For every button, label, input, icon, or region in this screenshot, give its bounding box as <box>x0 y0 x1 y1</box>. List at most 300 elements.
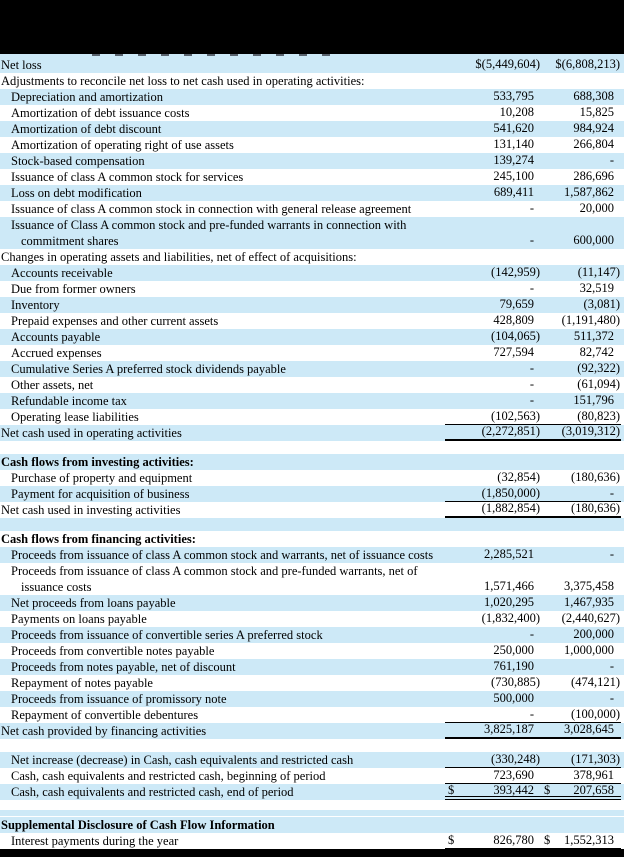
value-text: (32,854) <box>497 470 540 484</box>
value-cell-col2 <box>541 611 621 627</box>
value-cell-col2 <box>541 643 621 659</box>
section-header-label <box>0 531 445 547</box>
row-label-line1: Proceeds from convertible notes payable <box>11 644 215 658</box>
value-text: 20,000 <box>579 201 614 215</box>
value-text: (142,959) <box>491 265 540 279</box>
row-label-line1: Net cash used in operating activities <box>1 426 182 440</box>
value-text: 1,467,935 <box>564 595 614 609</box>
row-label-line1: Adjustments to reconcile net loss to net cash used in operating activities: <box>1 74 365 88</box>
value-cell-col2 <box>541 281 621 297</box>
value-cell-col1 <box>445 137 541 153</box>
row-label-line1: Net cash provided by financing activities <box>1 724 207 738</box>
table-row <box>0 768 624 784</box>
row-label <box>0 611 445 627</box>
spacer-row <box>0 518 624 531</box>
value-cell-col1 <box>445 345 541 361</box>
value-cell-col1 <box>445 784 541 800</box>
value-cell-col1 <box>445 675 541 691</box>
value-cell-col2 <box>541 329 621 345</box>
table-row <box>0 723 624 739</box>
value-cell-col1 <box>445 153 541 169</box>
value-text: 533,795 <box>493 89 534 103</box>
value-text: - <box>609 691 614 705</box>
value-cell-col1 <box>445 579 541 595</box>
value-text: (330,248) <box>491 752 540 766</box>
row-label-line1: Cash, cash equivalents and restricted cash, end of period <box>11 785 294 799</box>
row-label-line2: commitment shares <box>21 234 119 248</box>
value-text: 727,594 <box>493 345 534 359</box>
table-row <box>0 627 624 643</box>
row-label <box>0 425 445 441</box>
row-label <box>0 249 445 265</box>
value-text: (104,065) <box>491 329 540 343</box>
value-text: 250,000 <box>493 643 534 657</box>
value-cell-col1 <box>445 249 541 265</box>
value-cell-col1 <box>445 502 541 518</box>
row-label <box>0 265 445 281</box>
value-text: 1,020,295 <box>484 595 534 609</box>
value-cell-col2 <box>541 579 621 595</box>
row-label-line1: Prepaid expenses and other current assets <box>11 314 219 328</box>
table-row <box>0 121 624 137</box>
value-cell-col2 <box>541 768 621 784</box>
row-label-line1: Payments on loans payable <box>11 612 147 626</box>
value-text: 286,696 <box>573 169 614 183</box>
value-text: - <box>529 233 534 247</box>
value-text: 79,659 <box>499 297 534 311</box>
value-cell-col1 <box>445 233 541 249</box>
row-label-line1: Refundable income tax <box>11 394 127 408</box>
row-label-line1: Other assets, net <box>11 378 94 392</box>
value-cell-col1 <box>445 768 541 784</box>
value-text: 2,285,521 <box>484 547 534 561</box>
row-label <box>0 723 445 739</box>
value-cell-col1 <box>445 643 541 659</box>
clipped-row-sliver <box>0 54 624 57</box>
row-label-line1: Proceeds from issuance of promissory note <box>11 692 227 706</box>
value-cell-col2 <box>541 153 621 169</box>
table-row <box>0 201 624 217</box>
value-text: (180,636) <box>571 501 620 515</box>
currency-symbol: $ <box>544 833 551 847</box>
value-cell-col2 <box>541 531 621 547</box>
table-row <box>0 377 624 393</box>
row-label <box>0 121 445 137</box>
row-label <box>0 595 445 611</box>
value-cell-col2 <box>541 89 621 105</box>
row-label <box>0 502 445 518</box>
value-cell-col1 <box>445 105 541 121</box>
value-cell-col2 <box>541 833 621 849</box>
table-row <box>0 611 624 627</box>
row-label <box>0 201 445 217</box>
table-row <box>0 531 624 547</box>
value-cell-col1 <box>445 89 541 105</box>
value-text: (80,823) <box>577 409 620 423</box>
value-cell-col1 <box>445 659 541 675</box>
row-label <box>0 89 445 105</box>
value-text: 131,140 <box>493 137 534 151</box>
spacer-row <box>0 441 624 454</box>
row-label-line1: Proceeds from notes payable, net of discount <box>11 660 236 674</box>
value-text: 500,000 <box>493 691 534 705</box>
value-cell-col1 <box>445 611 541 627</box>
value-cell-col2 <box>541 361 621 377</box>
value-text: 393,442 <box>493 783 534 797</box>
value-cell-col1 <box>445 470 541 486</box>
value-cell-col2 <box>541 691 621 707</box>
row-label-line1: Issuance of class A common stock for services <box>11 170 244 184</box>
value-text: 723,690 <box>493 768 534 782</box>
value-text: 511,372 <box>573 329 614 343</box>
value-text: 688,308 <box>573 89 614 103</box>
row-label <box>0 752 445 768</box>
row-label-line1: Accounts receivable <box>11 266 113 280</box>
row-label <box>0 563 445 595</box>
spacer-row <box>0 739 624 752</box>
value-cell-col2 <box>541 784 621 800</box>
row-label <box>0 297 445 313</box>
value-text: 378,961 <box>573 768 614 782</box>
currency-symbol: $ <box>448 833 455 847</box>
value-cell-col1 <box>445 425 541 441</box>
value-cell-col2 <box>541 675 621 691</box>
row-label-line2: issuance costs <box>21 580 92 594</box>
value-cell-col1 <box>445 547 541 563</box>
value-text: (100,000) <box>571 707 620 721</box>
value-cell-col1 <box>445 361 541 377</box>
table-row <box>0 643 624 659</box>
value-cell-col2 <box>541 121 621 137</box>
row-label <box>0 377 445 393</box>
value-cell-col2 <box>541 201 621 217</box>
value-text: 3,375,458 <box>564 579 614 593</box>
value-cell-col2 <box>541 233 621 249</box>
row-label-line1: Proceeds from issuance of convertible series A preferred stock <box>11 628 323 642</box>
table-row <box>0 425 624 441</box>
table-row <box>0 707 624 723</box>
value-cell-col2 <box>541 137 621 153</box>
row-label <box>0 470 445 486</box>
value-text: 541,620 <box>493 121 534 135</box>
row-label <box>0 486 445 502</box>
value-cell-col1 <box>445 691 541 707</box>
table-row <box>0 57 624 73</box>
value-text: (61,094) <box>577 377 620 391</box>
value-text: - <box>529 627 534 641</box>
value-cell-col1 <box>445 393 541 409</box>
value-text: (1,850,000) <box>481 486 540 500</box>
value-cell-col1 <box>445 833 541 849</box>
value-cell-col2 <box>541 169 621 185</box>
currency-symbol: $ <box>544 783 551 797</box>
value-cell-col2 <box>541 393 621 409</box>
value-cell-col2 <box>541 425 621 441</box>
row-label-line1: Amortization of debt discount <box>11 122 162 136</box>
value-text: (3,019,312) <box>561 424 620 438</box>
value-cell-col2 <box>541 595 621 611</box>
table-row <box>0 249 624 265</box>
value-text: - <box>529 281 534 295</box>
value-text: 1,571,466 <box>484 579 534 593</box>
table-row <box>0 816 624 833</box>
row-label-line1: Payment for acquisition of business <box>11 487 190 501</box>
value-cell-col1 <box>445 817 541 833</box>
clipped-text-fragments <box>92 54 337 56</box>
value-cell-col1 <box>445 121 541 137</box>
row-label-line1: Issuance of Class A common stock and pre-funded warrants in connection with <box>11 218 407 232</box>
value-cell-col2 <box>541 752 621 768</box>
table-row <box>0 675 624 691</box>
value-text: (1,191,480) <box>561 313 620 327</box>
value-cell-col1 <box>445 169 541 185</box>
value-text: (2,440,627) <box>561 611 620 625</box>
row-label-line1: Stock-based compensation <box>11 154 145 168</box>
table-row <box>0 691 624 707</box>
table-row <box>0 563 624 595</box>
value-text: (474,121) <box>571 675 620 689</box>
value-text: (92,322) <box>577 361 620 375</box>
value-text: - <box>529 201 534 215</box>
row-label <box>0 393 445 409</box>
value-text: 151,796 <box>573 393 614 407</box>
row-label-line1: Net increase (decrease) in Cash, cash equivalents and restricted cash <box>11 753 354 767</box>
row-label <box>0 659 445 675</box>
value-cell-col2 <box>541 486 621 502</box>
value-text: 826,780 <box>493 833 534 847</box>
value-cell-col1 <box>445 313 541 329</box>
value-cell-col1 <box>445 723 541 739</box>
table-row <box>0 297 624 313</box>
row-label <box>0 627 445 643</box>
row-label <box>0 675 445 691</box>
value-text: 207,658 <box>573 783 614 797</box>
table-row <box>0 265 624 281</box>
table-row <box>0 345 624 361</box>
row-label-line1: Cash, cash equivalents and restricted cash, beginning of period <box>11 769 326 783</box>
value-cell-col1 <box>445 329 541 345</box>
value-cell-col1 <box>445 627 541 643</box>
value-text: 15,825 <box>579 105 614 119</box>
row-label-line1: Supplemental Disclosure of Cash Flow Information <box>1 818 275 832</box>
value-cell-col1 <box>445 297 541 313</box>
value-cell-col2 <box>541 249 621 265</box>
value-cell-col1 <box>445 377 541 393</box>
value-text: (1,832,400) <box>481 611 540 625</box>
table-row <box>0 752 624 768</box>
value-cell-col1 <box>445 185 541 201</box>
value-cell-col2 <box>541 73 621 89</box>
value-text: 1,000,000 <box>564 643 614 657</box>
row-label-line1: Cash flows from financing activities: <box>1 532 196 546</box>
redaction-top-bar <box>0 0 624 57</box>
currency-symbol: $ <box>448 783 455 797</box>
value-text: - <box>529 707 534 721</box>
row-label-line1: Repayment of convertible debentures <box>11 708 199 722</box>
value-cell-col2 <box>541 817 621 833</box>
value-cell-col2 <box>541 377 621 393</box>
value-cell-col2 <box>541 409 621 425</box>
value-cell-col1 <box>445 595 541 611</box>
value-text: 600,000 <box>573 233 614 247</box>
row-label <box>0 345 445 361</box>
row-label <box>0 217 445 249</box>
table-row <box>0 784 624 800</box>
value-cell-col2 <box>541 659 621 675</box>
table-row <box>0 153 624 169</box>
value-cell-col2 <box>541 185 621 201</box>
value-cell-col2 <box>541 297 621 313</box>
table-row <box>0 502 624 518</box>
value-cell-col2 <box>541 502 621 518</box>
value-cell-col2 <box>541 627 621 643</box>
value-text: 1,587,862 <box>564 185 614 199</box>
value-cell-col1 <box>445 707 541 723</box>
section-header-label <box>0 817 445 833</box>
row-label-line1: Interest payments during the year <box>11 834 179 848</box>
row-label-line1: Operating lease liabilities <box>11 410 139 424</box>
value-text: - <box>609 486 614 500</box>
row-label <box>0 313 445 329</box>
value-text: 3,825,187 <box>484 722 534 736</box>
table-row <box>0 361 624 377</box>
redaction-bottom-bar <box>0 849 624 857</box>
row-label <box>0 707 445 723</box>
row-label <box>0 691 445 707</box>
row-label <box>0 73 445 89</box>
value-text: - <box>609 659 614 673</box>
value-text: 200,000 <box>573 627 614 641</box>
row-label-line1: Amortization of debt issuance costs <box>11 106 190 120</box>
row-label-line1: Repayment of notes payable <box>11 676 153 690</box>
row-label <box>0 185 445 201</box>
table-row <box>0 595 624 611</box>
table-row <box>0 105 624 121</box>
row-label-line1: Purchase of property and equipment <box>11 471 193 485</box>
value-text: 761,190 <box>493 659 534 673</box>
row-label-line1: Accounts payable <box>11 330 101 344</box>
value-text: (3,081) <box>583 297 620 311</box>
value-text: (102,563) <box>491 409 540 423</box>
statement-body <box>0 57 624 849</box>
value-text: (171,303) <box>571 752 620 766</box>
value-text: 10,208 <box>499 105 534 119</box>
row-label-line1: Issuance of class A common stock in connection with general release agreement <box>11 202 412 216</box>
value-text: (730,885) <box>491 675 540 689</box>
row-label-line1: Cumulative Series A preferred stock dividends payable <box>11 362 286 376</box>
value-text: (1,882,854) <box>481 501 540 515</box>
value-text: (11,147) <box>577 265 620 279</box>
row-label-line1: Loss on debt modification <box>11 186 142 200</box>
row-label-line1: Proceeds from issuance of class A common stock and pre-funded warrants, net of <box>11 564 418 578</box>
row-label <box>0 768 445 784</box>
value-text: 139,274 <box>493 153 534 167</box>
row-label-line1: Proceeds from issuance of class A common stock and warrants, net of issuance costs <box>11 548 434 562</box>
spacer-row <box>0 800 624 810</box>
value-text: (2,272,851) <box>481 424 540 438</box>
value-text: 245,100 <box>493 169 534 183</box>
table-row <box>0 454 624 470</box>
value-text: 689,411 <box>493 185 534 199</box>
section-header-label <box>0 454 445 470</box>
row-label-line1: Amortization of operating right of use assets <box>11 138 234 152</box>
value-text: 266,804 <box>573 137 614 151</box>
table-row <box>0 470 624 486</box>
value-text: - <box>609 547 614 561</box>
table-row <box>0 217 624 249</box>
row-label <box>0 409 445 425</box>
row-label-line1: Inventory <box>11 298 60 312</box>
value-text: 82,742 <box>579 345 614 359</box>
value-cell-col2 <box>541 470 621 486</box>
value-cell-col2 <box>541 707 621 723</box>
row-label-line1: Net cash used in investing activities <box>1 503 181 517</box>
table-row <box>0 329 624 345</box>
value-text: $(6,808,213) <box>555 57 620 71</box>
row-label-line1: Due from former owners <box>11 282 136 296</box>
value-cell-col1 <box>445 201 541 217</box>
value-text: - <box>529 361 534 375</box>
value-cell-col1 <box>445 73 541 89</box>
row-label <box>0 784 445 800</box>
row-label <box>0 169 445 185</box>
row-label <box>0 833 445 849</box>
row-label <box>0 57 445 73</box>
value-cell-col1 <box>445 265 541 281</box>
row-label-line1: Depreciation and amortization <box>11 90 164 104</box>
value-cell-col1 <box>445 281 541 297</box>
value-cell-col1 <box>445 531 541 547</box>
row-label-line1: Cash flows from investing activities: <box>1 455 194 469</box>
table-row <box>0 89 624 105</box>
row-label <box>0 281 445 297</box>
value-text: (180,636) <box>571 470 620 484</box>
table-row <box>0 185 624 201</box>
row-label <box>0 547 445 563</box>
table-row <box>0 281 624 297</box>
value-cell-col1 <box>445 454 541 470</box>
row-label <box>0 361 445 377</box>
row-label-line1: Changes in operating assets and liabilities, net of effect of acquisitions: <box>1 250 357 264</box>
value-cell-col2 <box>541 723 621 739</box>
table-row <box>0 137 624 153</box>
table-row <box>0 547 624 563</box>
row-label <box>0 329 445 345</box>
table-row <box>0 73 624 89</box>
row-label <box>0 153 445 169</box>
value-cell-col2 <box>541 105 621 121</box>
value-cell-col1 <box>445 57 541 73</box>
value-cell-col2 <box>541 57 621 73</box>
value-text: 428,809 <box>493 313 534 327</box>
value-cell-col1 <box>445 409 541 425</box>
row-label <box>0 643 445 659</box>
table-row <box>0 313 624 329</box>
row-label-line1: Net proceeds from loans payable <box>11 596 176 610</box>
value-text: $(5,449,604) <box>475 57 540 71</box>
value-cell-col2 <box>541 454 621 470</box>
value-text: 984,924 <box>573 121 614 135</box>
value-cell-col2 <box>541 265 621 281</box>
value-text: - <box>529 377 534 391</box>
value-cell-col2 <box>541 313 621 329</box>
table-row <box>0 393 624 409</box>
table-row <box>0 409 624 425</box>
row-label <box>0 105 445 121</box>
table-row <box>0 169 624 185</box>
value-cell-col1 <box>445 752 541 768</box>
table-row <box>0 833 624 849</box>
